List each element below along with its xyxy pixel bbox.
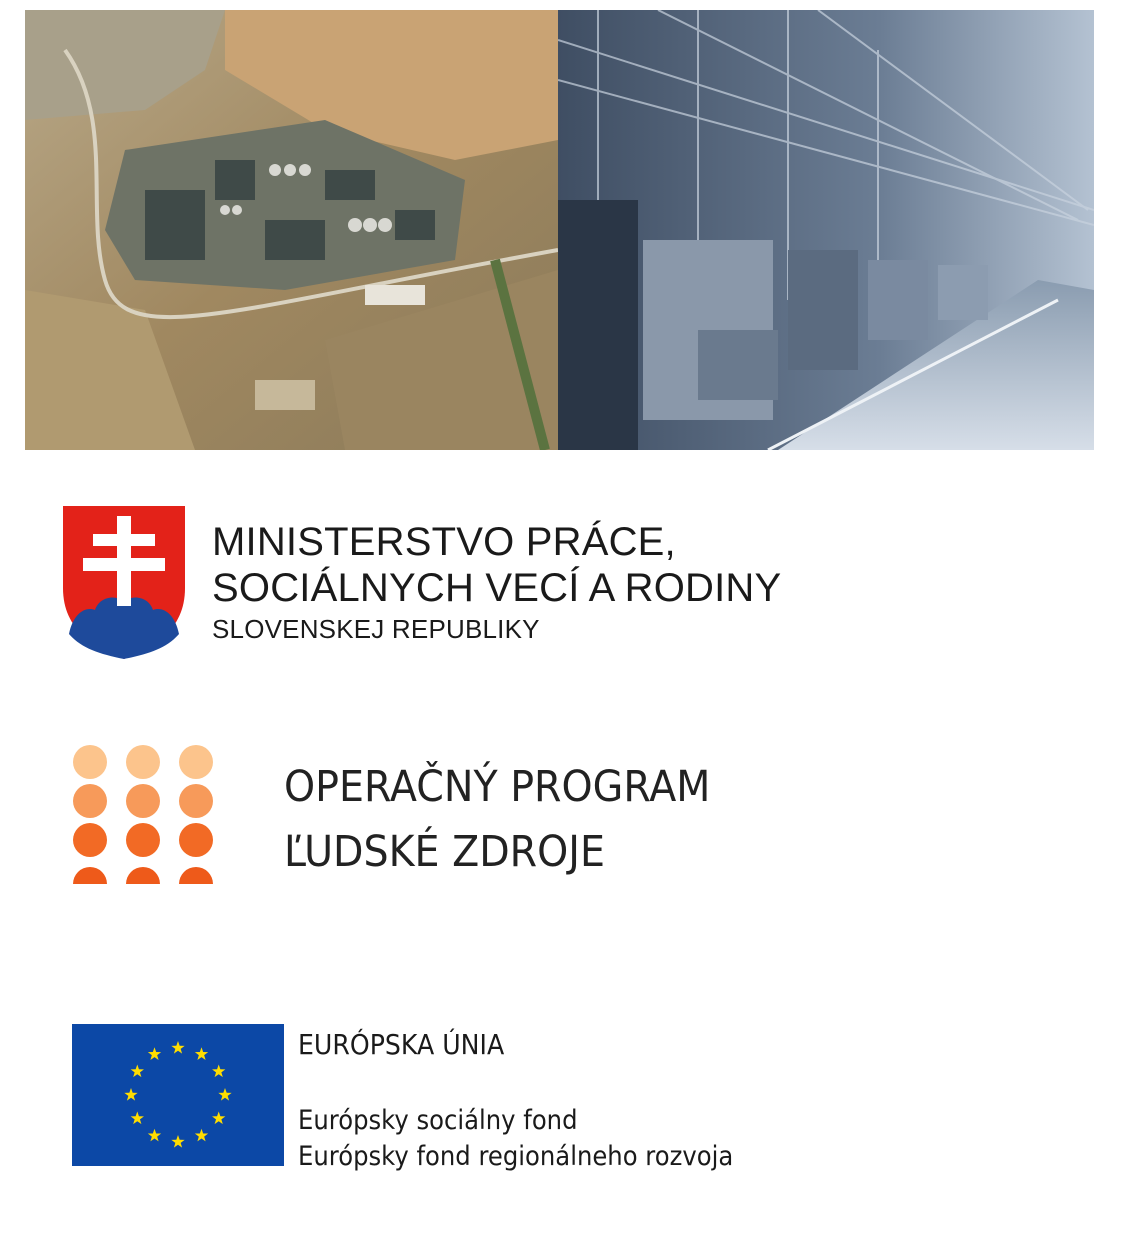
ministry-name-line2: SOCIÁLNYCH VECÍ A RODINY bbox=[212, 566, 782, 610]
eu-flag-icon bbox=[72, 1024, 284, 1166]
eu-title: EURÓPSKA ÚNIA bbox=[298, 1028, 505, 1061]
ministry-name-line3: SLOVENSKEJ REPUBLIKY bbox=[212, 614, 540, 644]
aerial-site-photo bbox=[25, 10, 558, 450]
eu-regional-fund-label: Európsky fond regionálneho rozvoja bbox=[298, 1141, 734, 1172]
ministry-name-line1: MINISTERSTVO PRÁCE, bbox=[212, 520, 676, 564]
program-name-line1: OPERAČNÝ PROGRAM bbox=[284, 762, 711, 812]
program-name-line2: ĽUDSKÉ ZDROJE bbox=[284, 827, 605, 877]
slovak-coat-of-arms-icon bbox=[63, 506, 185, 659]
eu-social-fund-label: Európsky sociálny fond bbox=[298, 1105, 578, 1136]
program-dots-logo-icon bbox=[72, 744, 214, 884]
factory-interior-photo bbox=[558, 10, 1094, 450]
